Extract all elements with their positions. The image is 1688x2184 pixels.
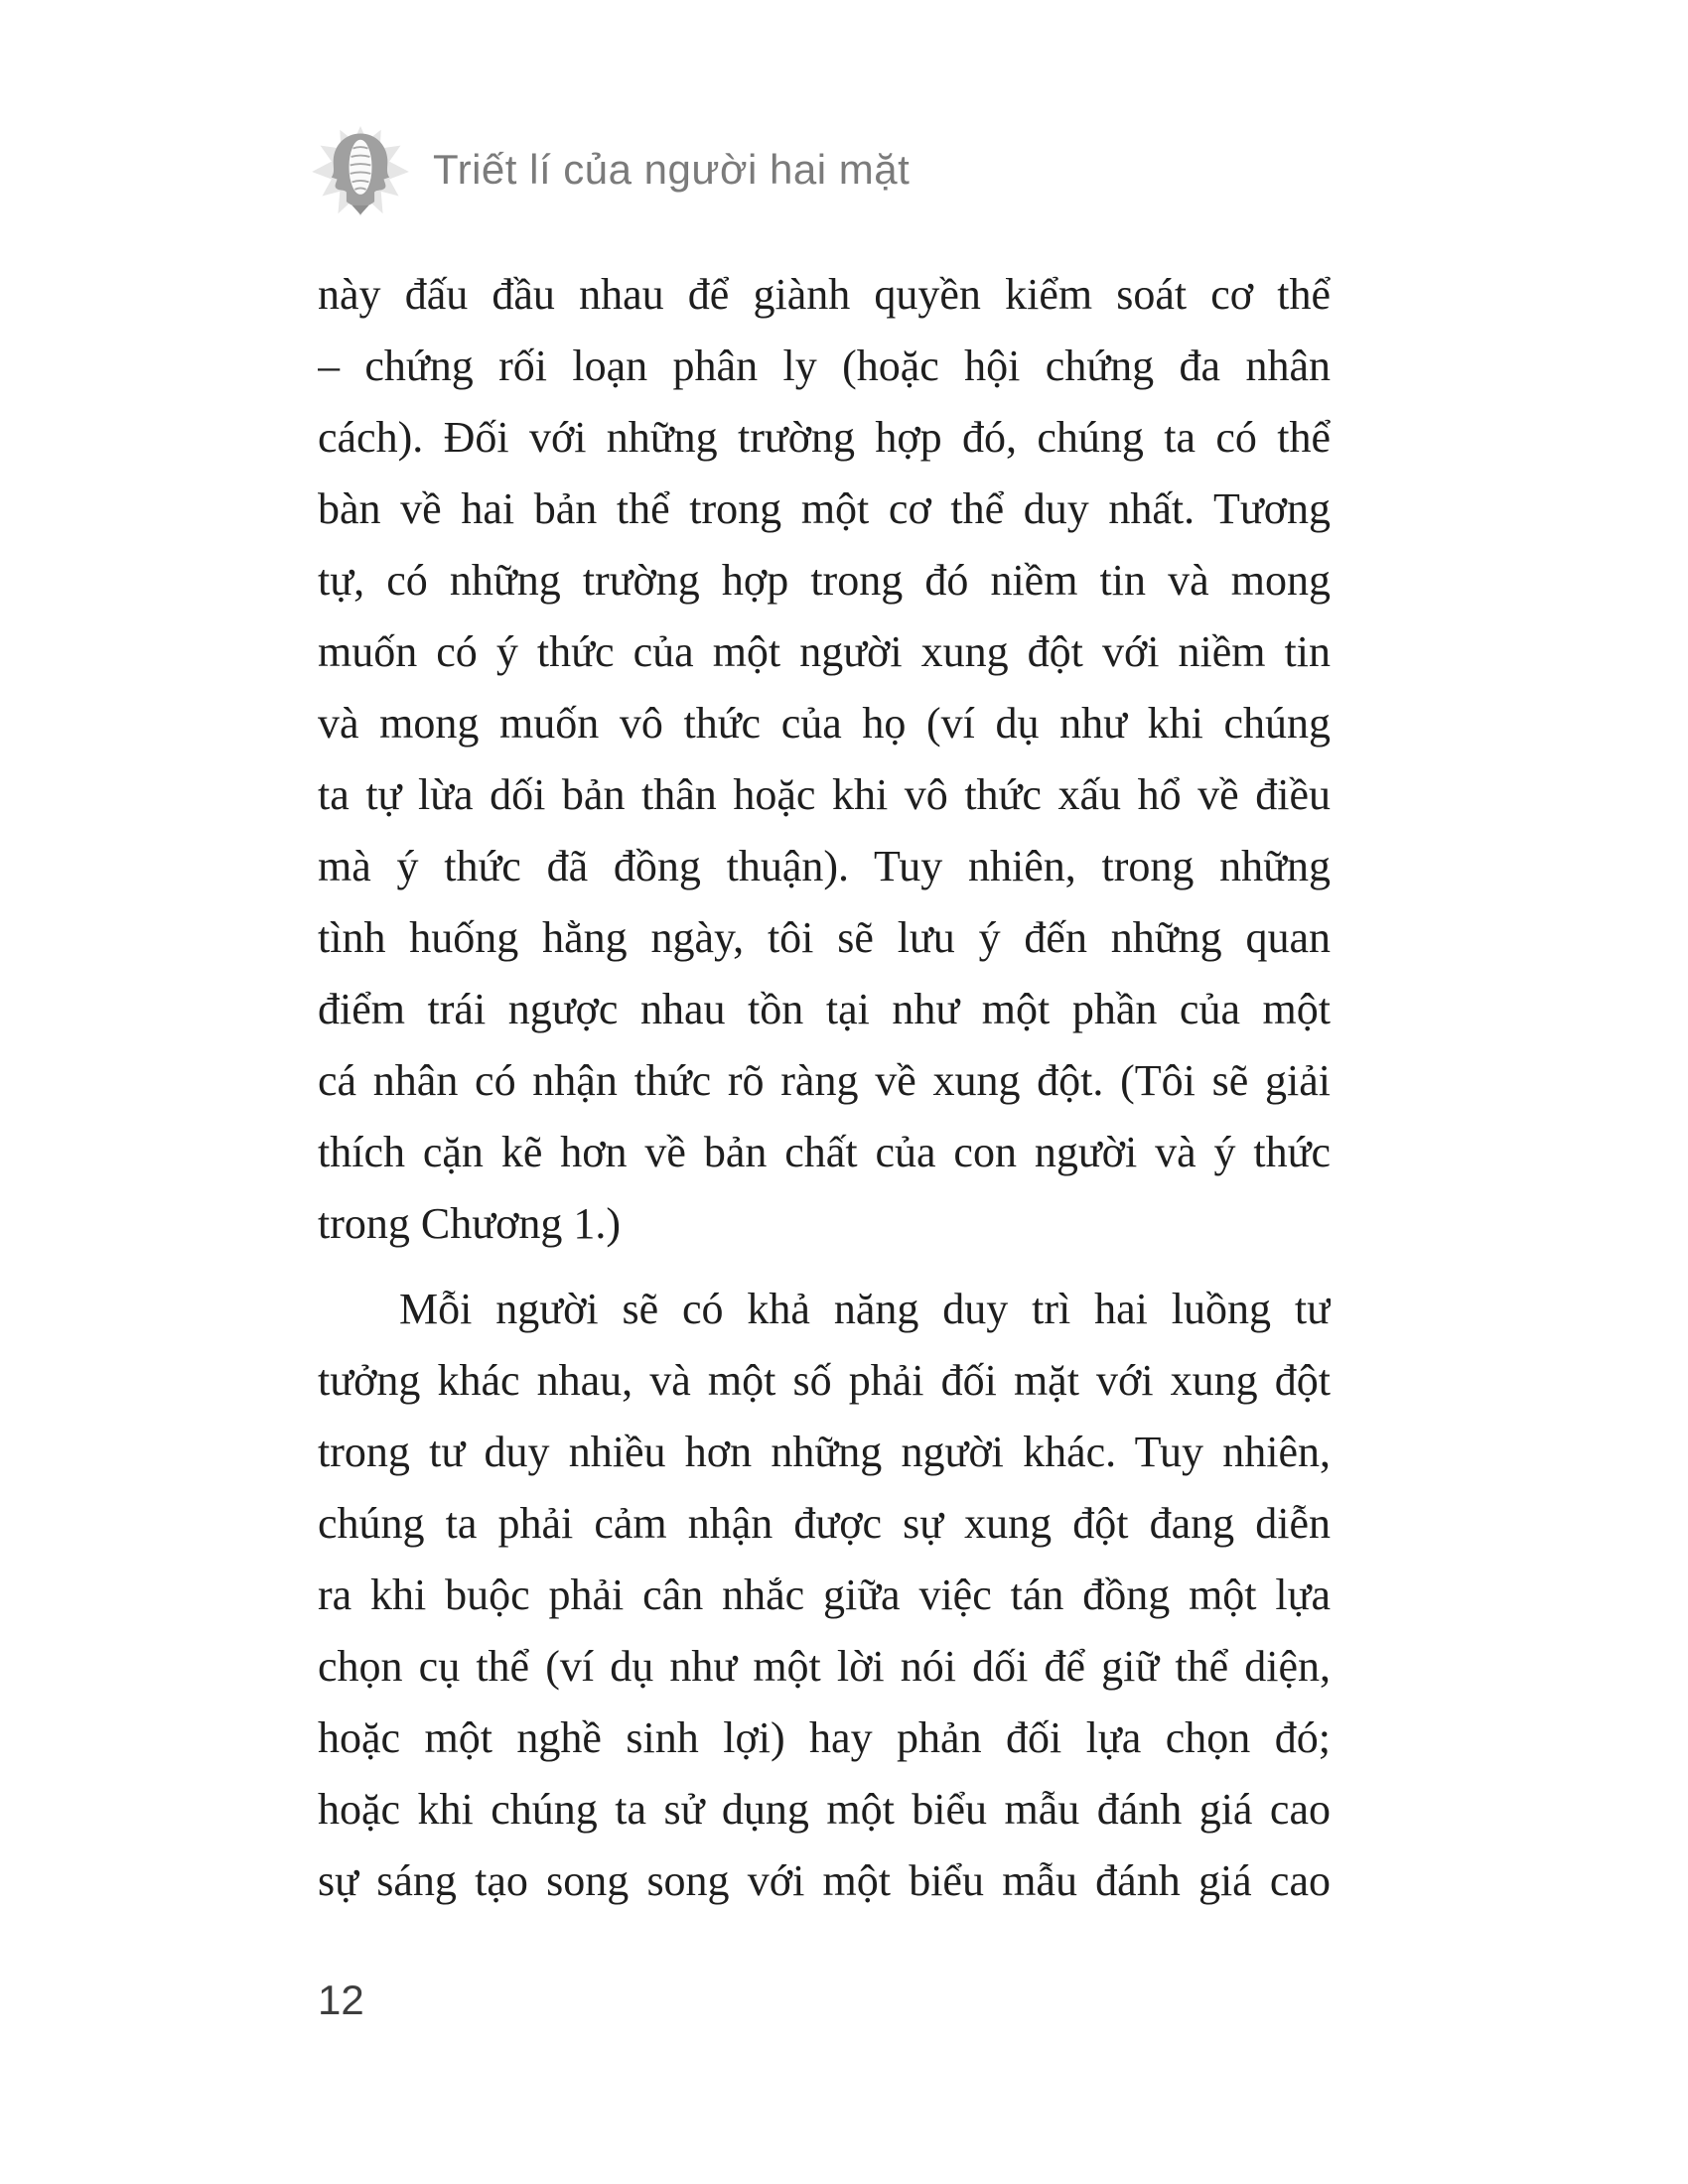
body-line: trong tư duy nhiều hơn những người khác. Tuy nhiên, bbox=[318, 1428, 1331, 1476]
body-line: cách). Đối với những trường hợp đó, chúng ta có thể bbox=[318, 413, 1331, 462]
book-header bbox=[312, 125, 910, 218]
body-line: bàn về hai bản thể trong một cơ thể duy nhất. Tương bbox=[318, 484, 1331, 533]
body-line: sự sáng tạo song song với một biểu mẫu đánh giá cao bbox=[318, 1856, 1331, 1905]
running-title: Triết lí của người hai mặt bbox=[433, 146, 911, 193]
body-line: tưởng khác nhau, và một số phải đối mặt với xung đột bbox=[318, 1356, 1331, 1405]
page-number: 12 bbox=[318, 1977, 364, 2023]
body-line: chúng ta phải cảm nhận được sự xung đột đang diễn bbox=[318, 1499, 1331, 1548]
body-line: Mỗi người sẽ có khả năng duy trì hai luồng tư bbox=[399, 1285, 1331, 1333]
paragraph-2 bbox=[318, 1274, 1331, 1917]
body-line: điểm trái ngược nhau tồn tại như một phần của một bbox=[318, 985, 1331, 1033]
body-line: – chứng rối loạn phân ly (hoặc hội chứng đa nhân bbox=[318, 341, 1331, 390]
body-line: và mong muốn vô thức của họ (ví dụ như khi chúng bbox=[318, 699, 1331, 748]
body-line: tự, có những trường hợp trong đó niềm tin và mong bbox=[318, 556, 1331, 605]
body-line: chọn cụ thể (ví dụ như một lời nói dối để giữ thể diện, bbox=[318, 1642, 1331, 1691]
body-line: này đấu đầu nhau để giành quyền kiểm soát cơ thể bbox=[318, 270, 1331, 319]
body-line: trong Chương 1.) bbox=[318, 1199, 621, 1248]
body-line: ra khi buộc phải cân nhắc giữa việc tán đồng một lựa bbox=[318, 1570, 1331, 1619]
two-faces-logo-icon bbox=[312, 125, 409, 218]
paragraph-1 bbox=[318, 259, 1331, 1260]
body-line: thích cặn kẽ hơn về bản chất của con người và ý thức bbox=[318, 1128, 1331, 1176]
body-line: ta tự lừa dối bản thân hoặc khi vô thức xấu hổ về điều bbox=[318, 770, 1331, 819]
body-line: mà ý thức đã đồng thuận). Tuy nhiên, trong những bbox=[318, 842, 1331, 890]
body-line: hoặc một nghề sinh lợi) hay phản đối lựa chọn đó; bbox=[318, 1713, 1331, 1762]
body-line: hoặc khi chúng ta sử dụng một biểu mẫu đánh giá cao bbox=[318, 1785, 1331, 1834]
body-line: cá nhân có nhận thức rõ ràng về xung đột. (Tôi sẽ giải bbox=[318, 1056, 1331, 1105]
body-line: muốn có ý thức của một người xung đột với niềm tin bbox=[318, 627, 1331, 676]
body-text bbox=[318, 259, 1331, 1917]
body-line: tình huống hằng ngày, tôi sẽ lưu ý đến những quan bbox=[318, 913, 1331, 962]
